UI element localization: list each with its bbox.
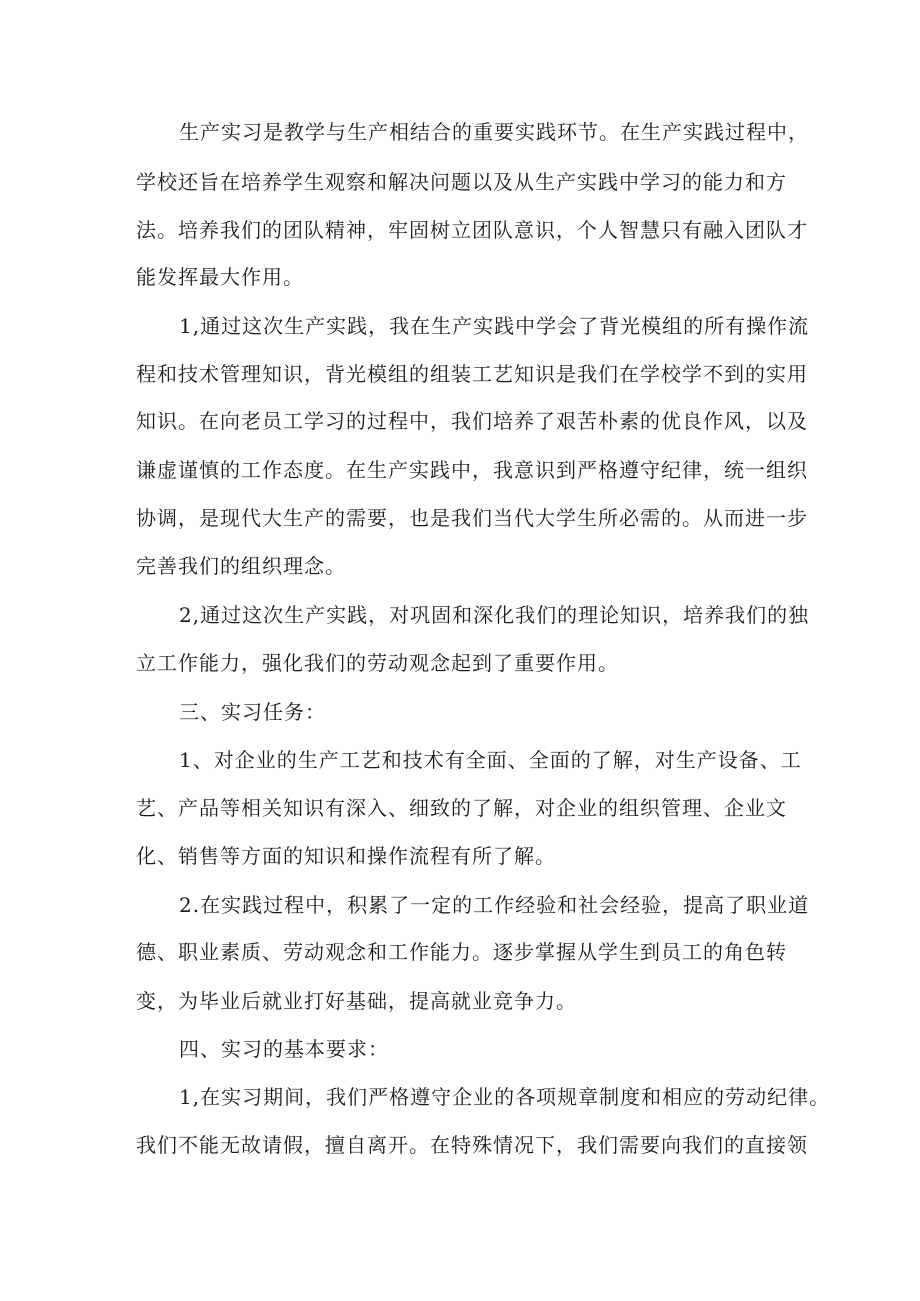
text-line: 完善我们的组织理念。 <box>136 554 346 578</box>
section-heading: 四、实习的基本要求： <box>179 1037 389 1061</box>
text-line: 学校还旨在培养学生观察和解决问题以及从生产实践中学习的能力和方 <box>136 170 787 194</box>
text-line: 立工作能力，强化我们的劳动观念起到了重要作用。 <box>136 651 619 675</box>
text-line: 知识。在向老员工学习的过程中，我们培养了艰苦朴素的优良作风，以及 <box>136 409 808 433</box>
text-line: 2,通过这次生产实践，对巩固和深化我们的理论知识，培养我们的独 <box>179 603 810 627</box>
text-line: 生产实习是教学与生产相结合的重要实践环节。在生产实践过程中， <box>179 120 809 144</box>
text-line: 法。培养我们的团队精神，牢固树立团队意识，个人智慧只有融入团队才 <box>136 218 808 242</box>
text-line: 1,在实习期间，我们严格遵守企业的各项规章制度和相应的劳动纪律。 <box>179 1085 831 1109</box>
text-line: 1,通过这次生产实践，我在生产实践中学会了背光模组的所有操作流 <box>179 314 810 338</box>
text-line: 德、职业素质、劳动观念和工作能力。逐步掌握从学生到员工的角色转 <box>136 940 787 964</box>
text-line: 能发挥最大作用。 <box>136 265 304 289</box>
text-line: 变，为毕业后就业打好基础，提高就业竞争力。 <box>136 989 577 1013</box>
text-line: 谦虚谨慎的工作态度。在生产实践中，我意识到严格遵守纪律，统一组织 <box>136 458 808 482</box>
text-line: 我们不能无故请假，擅自离开。在特殊情况下，我们需要向我们的直接领 <box>136 1133 808 1157</box>
text-line: 程和技术管理知识，背光模组的组装工艺知识是我们在学校学不到的实用 <box>136 362 808 386</box>
text-line: 2.在实践过程中，积累了一定的工作经验和社会经验，提高了职业道 <box>179 893 810 917</box>
text-line: 化、销售等方面的知识和操作流程有所了解。 <box>136 844 556 868</box>
text-line: 协调，是现代大生产的需要，也是我们当代大学生所必需的。从而进一步 <box>136 506 808 530</box>
text-line: 艺、产品等相关知识有深入、细致的了解，对企业的组织管理、企业文 <box>136 796 787 820</box>
section-heading: 三、实习任务： <box>179 700 326 724</box>
text-line: 1、对企业的生产工艺和技术有全面、全面的了解，对生产设备、工 <box>179 748 802 772</box>
